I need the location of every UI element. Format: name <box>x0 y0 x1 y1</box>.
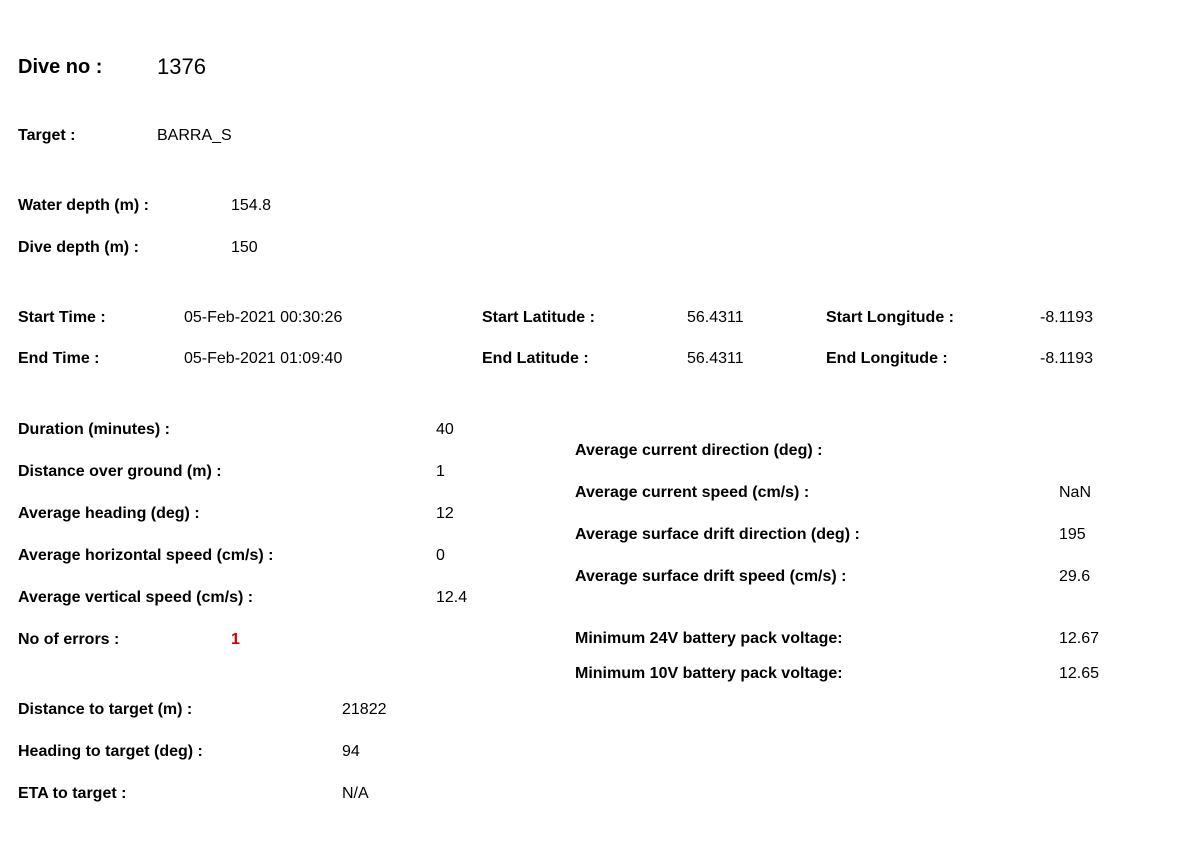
end-latitude-label: End Latitude : <box>482 350 589 367</box>
errors-label: No of errors : <box>18 631 120 648</box>
dive-depth-label: Dive depth (m) : <box>18 239 139 256</box>
battery-10v-value: 12.65 <box>1059 665 1100 682</box>
duration-value: 40 <box>436 421 454 438</box>
start-latitude-label: Start Latitude : <box>482 309 595 326</box>
end-longitude-value: -8.1193 <box>1040 350 1094 367</box>
average-heading-value: 12 <box>436 505 454 522</box>
eta-to-target-value: N/A <box>342 785 369 802</box>
battery-24v-value: 12.67 <box>1059 630 1100 647</box>
average-vertical-speed-value: 12.4 <box>436 589 468 606</box>
start-longitude-label: Start Longitude : <box>826 309 954 326</box>
average-surface-drift-speed-value: 29.6 <box>1059 568 1091 585</box>
dive-number-value: 1376 <box>157 54 206 79</box>
end-time-value: 05-Feb-2021 01:09:40 <box>184 350 343 367</box>
heading-to-target-value: 94 <box>342 743 360 760</box>
distance-over-ground-value: 1 <box>436 463 445 480</box>
average-surface-drift-direction-value: 195 <box>1059 526 1086 543</box>
eta-to-target-label: ETA to target : <box>18 785 127 802</box>
start-time-value: 05-Feb-2021 00:30:26 <box>184 309 343 326</box>
average-current-speed-value: NaN <box>1059 484 1092 501</box>
water-depth-value: 154.8 <box>231 197 272 214</box>
average-heading-label: Average heading (deg) : <box>18 505 200 522</box>
duration-label: Duration (minutes) : <box>18 421 170 438</box>
end-time-label: End Time : <box>18 350 100 367</box>
water-depth-label: Water depth (m) : <box>18 197 149 214</box>
average-surface-drift-direction-label: Average surface drift direction (deg) : <box>575 526 860 543</box>
average-current-direction-label: Average current direction (deg) : <box>575 442 823 459</box>
dive-depth-value: 150 <box>231 239 258 256</box>
start-time-label: Start Time : <box>18 309 106 326</box>
end-latitude-value: 56.4311 <box>687 350 744 367</box>
dive-number-label: Dive no : <box>18 56 103 78</box>
start-latitude-value: 56.4311 <box>687 309 744 326</box>
distance-to-target-value: 21822 <box>342 701 387 718</box>
target-label: Target : <box>18 127 76 144</box>
average-horizontal-speed-value: 0 <box>436 547 445 564</box>
heading-to-target-label: Heading to target (deg) : <box>18 743 203 760</box>
battery-10v-label: Minimum 10V battery pack voltage: <box>575 665 843 682</box>
distance-to-target-label: Distance to target (m) : <box>18 701 193 718</box>
battery-24v-label: Minimum 24V battery pack voltage: <box>575 630 843 647</box>
average-current-speed-label: Average current speed (cm/s) : <box>575 484 810 501</box>
average-vertical-speed-label: Average vertical speed (cm/s) : <box>18 589 254 606</box>
target-value: BARRA_S <box>157 127 232 144</box>
average-surface-drift-speed-label: Average surface drift speed (cm/s) : <box>575 568 847 585</box>
end-longitude-label: End Longitude : <box>826 350 948 367</box>
average-horizontal-speed-label: Average horizontal speed (cm/s) : <box>18 547 274 564</box>
distance-over-ground-label: Distance over ground (m) : <box>18 463 222 480</box>
start-longitude-value: -8.1193 <box>1040 309 1094 326</box>
errors-value: 1 <box>231 631 240 648</box>
